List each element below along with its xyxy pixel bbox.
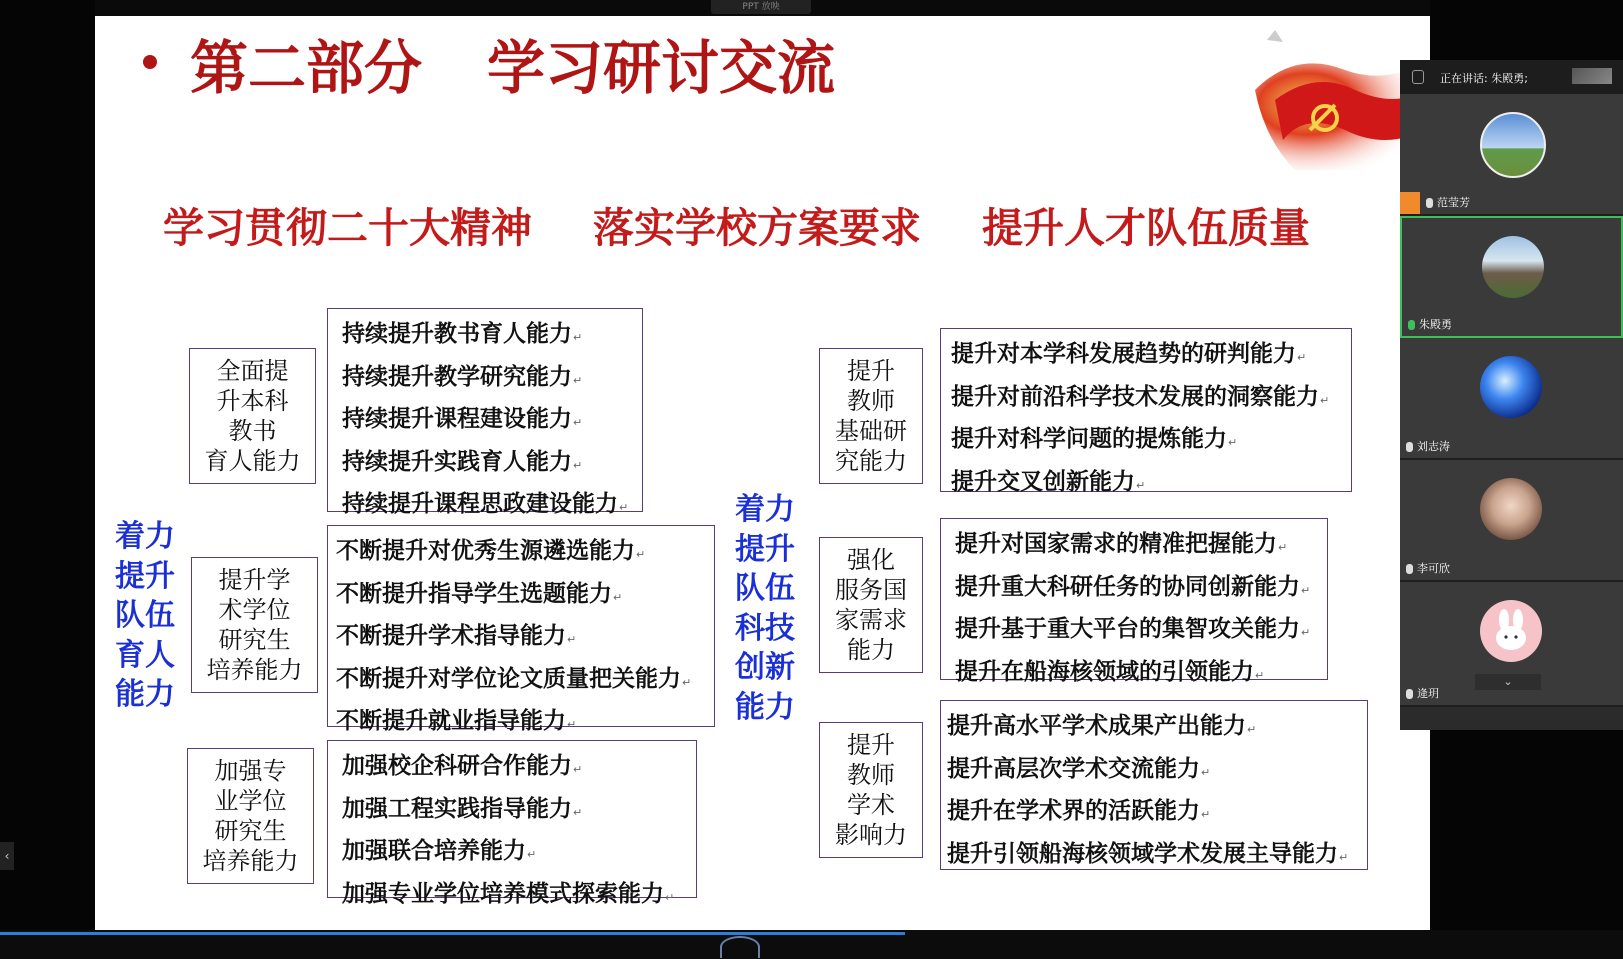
category-line: 培养能力: [206, 656, 303, 684]
avatar: [1482, 236, 1544, 298]
slogan-1: 学习贯彻二十大精神: [163, 204, 532, 252]
category-box-academic: [191, 557, 318, 693]
list-item: 提升对国家需求的精准把握能力 ↵: [955, 525, 1327, 568]
middle-pillar-line: 能力: [735, 689, 795, 725]
category-line: 影响力: [835, 821, 907, 849]
list-item: 提升在学术界的活跃能力 ↵: [947, 792, 1367, 835]
category-line: 育人能力: [204, 447, 301, 475]
list-item: 提升重大科研任务的协同创新能力 ↵: [955, 568, 1327, 611]
speaking-indicator: [1400, 60, 1623, 94]
list-item: 不断提升就业指导能力 ↵: [336, 702, 714, 745]
participant-name: [1408, 316, 1452, 332]
category-line: 基础研: [835, 417, 907, 445]
participant-tile[interactable]: [1400, 582, 1623, 707]
presentation-top-tab[interactable]: PPT 放映: [711, 0, 811, 14]
slide-title-part: 第二部分: [190, 34, 423, 102]
mic-icon: [1406, 564, 1413, 574]
category-line: 教师: [847, 761, 895, 789]
items-box-undergrad: [327, 308, 643, 517]
list-item: 加强专业学位培养模式探索能力 ↵: [342, 875, 696, 918]
list-item: 持续提升教学研究能力 ↵: [342, 358, 642, 401]
middle-pillar-line: 着力: [735, 492, 795, 527]
list-item: 加强校企科研合作能力 ↵: [342, 747, 696, 790]
list-item: 持续提升课程建设能力 ↵: [342, 400, 642, 443]
category-line: 术学位: [218, 596, 291, 624]
category-line: 全面提: [216, 357, 289, 385]
participant-tile[interactable]: [1400, 338, 1623, 460]
slogan-2: 落实学校方案要求: [593, 204, 921, 252]
list-item: 持续提升教书育人能力 ↵: [342, 315, 642, 358]
left-pillar-line: 育人: [115, 637, 175, 673]
participant-name-text: 逄玥: [1417, 687, 1439, 700]
participant-tile-active[interactable]: [1400, 216, 1623, 338]
list-item: 不断提升指导学生选题能力 ↵: [336, 575, 714, 618]
category-line: 培养能力: [202, 847, 299, 875]
category-box-academic-influence: [819, 722, 923, 858]
middle-pillar-label: [731, 490, 799, 727]
left-pillar-label: [111, 517, 179, 715]
list-item: 加强工程实践指导能力 ↵: [342, 790, 696, 833]
category-line: 学术: [847, 791, 895, 819]
category-line: 强化: [847, 546, 895, 574]
category-line: 家需求: [835, 606, 907, 634]
category-box-professional: [187, 748, 314, 884]
category-line: 研究生: [214, 817, 287, 845]
category-line: 教师: [847, 387, 895, 415]
category-line: 加强专: [214, 757, 287, 785]
category-box-basic-research: [819, 348, 923, 484]
mic-icon: [1426, 198, 1433, 208]
mic-icon: [1406, 442, 1413, 452]
category-line: 究能力: [835, 447, 907, 475]
presentation-slide: [95, 0, 1430, 930]
participant-name-text: 范莹芳: [1437, 196, 1470, 209]
category-line: 教书: [228, 417, 277, 445]
avatar: [1480, 600, 1542, 662]
category-line: 提升学: [218, 566, 291, 594]
layout-toggle-icon[interactable]: [1572, 68, 1612, 84]
middle-pillar-line: 提升: [735, 531, 795, 567]
list-item: 提升在船海核领域的引领能力 ↵: [955, 653, 1327, 696]
slide-title-main: 学习研讨交流: [487, 34, 836, 102]
list-item: 提升对科学问题的提炼能力 ↵: [951, 420, 1351, 463]
list-item: 提升引领船海核领域学术发展主导能力 ↵: [947, 835, 1367, 878]
category-line: 研究生: [218, 626, 291, 654]
participant-name: [1406, 560, 1450, 576]
category-line: 能力: [847, 636, 895, 664]
participant-name-text: 朱殿勇: [1419, 318, 1452, 331]
participant-panel: [1400, 60, 1623, 730]
left-pillar-line: 能力: [115, 677, 175, 712]
left-pillar-line: 队伍: [115, 598, 175, 633]
list-item: 提升高层次学术交流能力 ↵: [947, 750, 1367, 793]
category-line: 提升: [847, 357, 895, 385]
items-box-basic-research: [940, 328, 1352, 495]
participant-tile[interactable]: [1400, 460, 1623, 582]
list-item: 提升交叉创新能力 ↵: [951, 463, 1351, 506]
left-pillar-line: 着力: [115, 519, 175, 554]
chevron-down-icon[interactable]: ⌄: [1475, 674, 1541, 690]
list-item: 提升对前沿科学技术发展的洞察能力 ↵: [951, 378, 1351, 421]
participant-name: [1406, 438, 1450, 454]
items-box-academic: [327, 525, 715, 734]
items-box-academic-influence: [940, 700, 1368, 870]
category-line: 提升: [847, 731, 895, 759]
mic-icon: [1408, 320, 1415, 330]
left-pillar-line: 提升: [115, 558, 175, 594]
middle-pillar-line: 科技: [735, 610, 795, 646]
list-item: 提升基于重大平台的集智攻关能力 ↵: [955, 610, 1327, 653]
middle-pillar-line: 创新: [735, 650, 795, 685]
category-line: 业学位: [214, 787, 287, 815]
collapse-left-arrow-icon[interactable]: ‹: [0, 842, 14, 870]
items-box-professional: [327, 740, 697, 907]
category-line: 服务国: [835, 576, 907, 604]
list-item: 提升高水平学术成果产出能力 ↵: [947, 707, 1367, 750]
list-item: 加强联合培养能力 ↵: [342, 832, 696, 875]
progress-bar[interactable]: [0, 932, 905, 935]
list-item: 提升对本学科发展趋势的研判能力 ↵: [951, 335, 1351, 378]
category-line: 升本科: [216, 387, 289, 415]
list-item: 不断提升对优秀生源遴选能力 ↵: [336, 532, 714, 575]
avatar: [1480, 112, 1546, 178]
list-item: 持续提升实践育人能力 ↵: [342, 443, 642, 486]
avatar: [1480, 478, 1542, 540]
speaking-text: 正在讲话: 朱殿勇;: [1440, 72, 1528, 85]
list-item: 不断提升学术指导能力 ↵: [336, 617, 714, 660]
participant-name-text: 李可欣: [1417, 562, 1450, 575]
list-item: 不断提升对学位论文质量把关能力 ↵: [336, 660, 714, 703]
participant-tile[interactable]: [1400, 94, 1623, 216]
list-item: 持续提升课程思政建设能力 ↵: [342, 485, 642, 528]
category-box-national-needs: [819, 537, 923, 673]
participant-name: [1406, 685, 1439, 701]
slogan-3: 提升人才队伍质量: [982, 204, 1310, 252]
category-box-undergrad: [189, 348, 316, 484]
speaker-icon: [1412, 70, 1424, 84]
items-box-national-needs: [940, 518, 1328, 685]
avatar: [1480, 356, 1542, 418]
participant-name: [1426, 194, 1470, 210]
mic-icon: [1406, 689, 1413, 699]
middle-pillar-line: 队伍: [735, 571, 795, 606]
bunny-icon: [1480, 600, 1542, 662]
participant-name-text: 刘志涛: [1417, 440, 1450, 453]
title-bullet: [143, 55, 157, 69]
user-icon: [1400, 192, 1420, 214]
home-button-icon[interactable]: [720, 936, 760, 958]
